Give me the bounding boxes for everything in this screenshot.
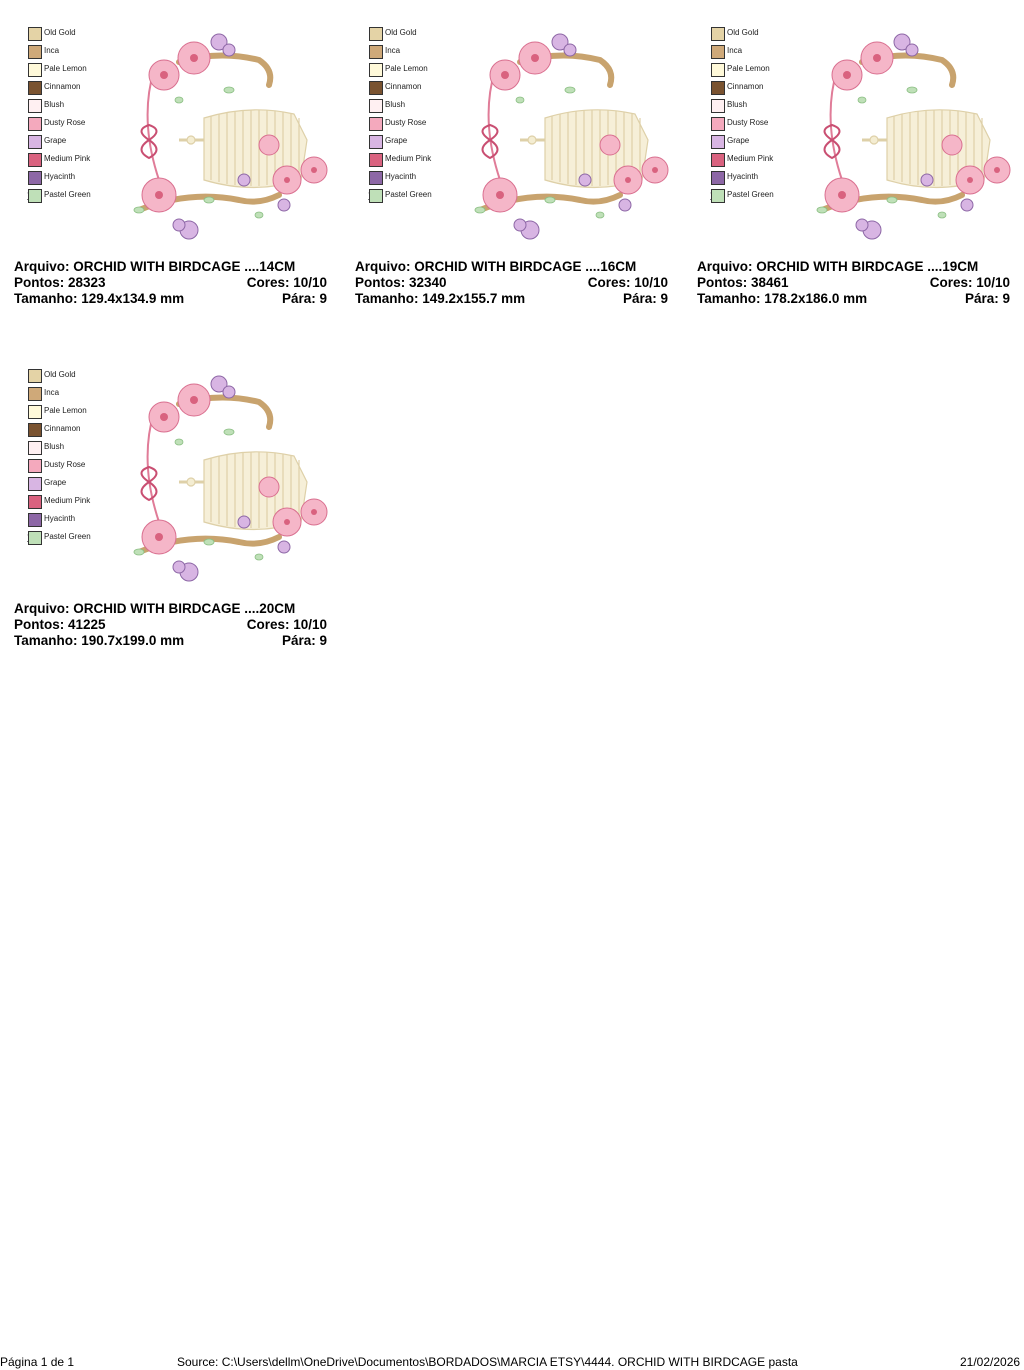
palette-row	[14, 25, 124, 43]
color-swatch	[711, 117, 725, 131]
file-name: Arquivo: ORCHID WITH BIRDCAGE ....19CM	[697, 259, 979, 274]
thread-name: Cinnamon	[727, 82, 764, 91]
palette-row	[14, 493, 124, 511]
design-info	[14, 259, 327, 307]
thread-name: Pale Lemon	[727, 64, 770, 73]
palette-row	[697, 169, 807, 187]
color-swatch	[28, 27, 42, 41]
design-info	[14, 601, 327, 649]
color-swatch	[711, 45, 725, 59]
thread-name: Pastel Green	[44, 190, 91, 199]
thread-name: Dusty Rose	[44, 118, 86, 127]
thread-name: Hyacinth	[44, 172, 76, 181]
palette-row	[14, 97, 124, 115]
color-swatch	[28, 405, 42, 419]
palette-row	[355, 133, 465, 151]
page-number: Página 1 de 1	[0, 1355, 75, 1369]
color-swatch	[369, 117, 383, 131]
palette-row	[697, 133, 807, 151]
color-swatch	[28, 189, 42, 203]
embroidery-preview-image	[460, 30, 675, 250]
palette-row	[14, 529, 124, 547]
color-count: Cores: 10/10	[246, 617, 327, 632]
thread-name: Inca	[385, 46, 401, 55]
design-size: Tamanho: 129.4x134.9 mm	[14, 291, 185, 306]
palette-row	[14, 169, 124, 187]
palette-row	[355, 187, 465, 205]
palette-row	[697, 115, 807, 133]
color-swatch	[28, 171, 42, 185]
color-swatch	[28, 513, 42, 527]
embroidery-preview-image	[119, 372, 334, 592]
thread-name: Hyacinth	[385, 172, 417, 181]
thread-name: Medium Pink	[385, 154, 432, 163]
thread-name: Pastel Green	[44, 532, 91, 541]
palette-row	[14, 511, 124, 529]
thread-name: Pale Lemon	[44, 64, 87, 73]
design-info	[355, 259, 668, 307]
thread-name: Grape	[44, 136, 67, 145]
stitch-count: Pontos: 28323	[14, 275, 106, 290]
color-swatch	[369, 153, 383, 167]
print-date: 21/02/2026	[960, 1355, 1021, 1369]
color-swatch	[369, 135, 383, 149]
color-swatch	[369, 99, 383, 113]
color-count: Cores: 10/10	[929, 275, 1010, 290]
thread-name: Blush	[44, 442, 65, 451]
color-swatch	[369, 81, 383, 95]
color-swatch	[28, 99, 42, 113]
color-swatch	[28, 423, 42, 437]
stitch-count: Pontos: 41225	[14, 617, 106, 632]
thread-name: Old Gold	[727, 28, 759, 37]
stitch-count: Pontos: 32340	[355, 275, 447, 290]
palette-row	[355, 97, 465, 115]
thread-name: Medium Pink	[44, 154, 91, 163]
color-swatch	[28, 63, 42, 77]
color-count: Cores: 10/10	[587, 275, 668, 290]
color-swatch	[711, 189, 725, 203]
thread-name: Inca	[44, 388, 60, 397]
thread-name: Hyacinth	[727, 172, 759, 181]
palette-row	[697, 187, 807, 205]
color-swatch	[711, 27, 725, 41]
design-size: Tamanho: 149.2x155.7 mm	[355, 291, 526, 306]
color-swatch	[711, 153, 725, 167]
thread-name: Medium Pink	[44, 496, 91, 505]
thread-name: Grape	[727, 136, 750, 145]
color-swatch	[711, 99, 725, 113]
thread-name: Cinnamon	[44, 82, 81, 91]
color-swatch	[711, 63, 725, 77]
palette-row	[697, 61, 807, 79]
orchid-birdcage-artwork	[119, 30, 334, 250]
thread-palette	[355, 25, 465, 205]
thread-name: Inca	[44, 46, 60, 55]
design-size: Tamanho: 190.7x199.0 mm	[14, 633, 185, 648]
color-swatch	[711, 171, 725, 185]
palette-row	[697, 97, 807, 115]
palette-row	[697, 43, 807, 61]
embroidery-preview-image	[119, 30, 334, 250]
palette-row	[14, 367, 124, 385]
file-name: Arquivo: ORCHID WITH BIRDCAGE ....20CM	[14, 601, 296, 616]
thread-palette	[697, 25, 807, 205]
design-card-3	[697, 0, 1017, 306]
color-swatch	[28, 531, 42, 545]
thread-name: Cinnamon	[385, 82, 422, 91]
color-swatch	[28, 153, 42, 167]
thread-name: Pale Lemon	[385, 64, 428, 73]
orchid-birdcage-artwork	[802, 30, 1017, 250]
palette-row	[14, 115, 124, 133]
thread-name: Pale Lemon	[44, 406, 87, 415]
thread-name: Cinnamon	[44, 424, 81, 433]
palette-row	[14, 61, 124, 79]
stop-count: Pára: 9	[622, 291, 668, 306]
palette-row	[697, 79, 807, 97]
stop-count: Pára: 9	[964, 291, 1010, 306]
thread-name: Dusty Rose	[385, 118, 427, 127]
color-swatch	[369, 63, 383, 77]
palette-row	[355, 25, 465, 43]
stop-count: Pára: 9	[281, 291, 327, 306]
thread-name: Inca	[727, 46, 743, 55]
palette-row	[14, 151, 124, 169]
thread-palette	[14, 367, 124, 547]
color-swatch	[28, 477, 42, 491]
color-swatch	[369, 27, 383, 41]
design-card-2	[355, 0, 675, 306]
thread-name: Blush	[385, 100, 406, 109]
design-size: Tamanho: 178.2x186.0 mm	[697, 291, 868, 306]
palette-row	[14, 79, 124, 97]
palette-row	[14, 403, 124, 421]
color-swatch	[28, 81, 42, 95]
palette-row	[14, 475, 124, 493]
palette-row	[355, 151, 465, 169]
color-swatch	[28, 369, 42, 383]
thread-name: Grape	[385, 136, 408, 145]
palette-row	[14, 439, 124, 457]
thread-name: Hyacinth	[44, 514, 76, 523]
color-swatch	[711, 135, 725, 149]
orchid-birdcage-artwork	[119, 372, 334, 592]
palette-row	[14, 457, 124, 475]
palette-row	[355, 169, 465, 187]
color-count: Cores: 10/10	[246, 275, 327, 290]
palette-row	[697, 151, 807, 169]
thread-name: Old Gold	[385, 28, 417, 37]
color-swatch	[28, 45, 42, 59]
thread-palette	[14, 25, 124, 205]
palette-row	[355, 61, 465, 79]
source-path: Source: C:\Users\dellm\OneDrive\Documentos\BORDADOS\MARCIA ETSY\4444. ORCHID WITH BIRDCAGE pasta	[177, 1355, 798, 1369]
design-info	[697, 259, 1010, 307]
palette-row	[14, 385, 124, 403]
thread-name: Medium Pink	[727, 154, 774, 163]
file-name: Arquivo: ORCHID WITH BIRDCAGE ....16CM	[355, 259, 637, 274]
thread-name: Dusty Rose	[44, 460, 86, 469]
color-swatch	[28, 459, 42, 473]
thread-name: Blush	[44, 100, 65, 109]
thread-name: Dusty Rose	[727, 118, 769, 127]
color-swatch	[369, 171, 383, 185]
thread-name: Blush	[727, 100, 748, 109]
file-name: Arquivo: ORCHID WITH BIRDCAGE ....14CM	[14, 259, 296, 274]
palette-row	[355, 43, 465, 61]
thread-name: Grape	[44, 478, 67, 487]
color-swatch	[28, 135, 42, 149]
color-swatch	[28, 117, 42, 131]
thread-name: Pastel Green	[727, 190, 774, 199]
color-swatch	[28, 387, 42, 401]
thread-name: Old Gold	[44, 28, 76, 37]
palette-row	[14, 421, 124, 439]
palette-row	[355, 115, 465, 133]
stitch-count: Pontos: 38461	[697, 275, 789, 290]
thread-name: Old Gold	[44, 370, 76, 379]
palette-row	[697, 25, 807, 43]
stop-count: Pára: 9	[281, 633, 327, 648]
embroidery-preview-image	[802, 30, 1017, 250]
color-swatch	[28, 495, 42, 509]
palette-row	[14, 133, 124, 151]
orchid-birdcage-artwork	[460, 30, 675, 250]
color-swatch	[369, 189, 383, 203]
color-swatch	[711, 81, 725, 95]
palette-row	[14, 43, 124, 61]
color-swatch	[28, 441, 42, 455]
design-card-4	[14, 342, 334, 648]
palette-row	[355, 79, 465, 97]
color-swatch	[369, 45, 383, 59]
design-card-1	[14, 0, 334, 306]
thread-name: Pastel Green	[385, 190, 432, 199]
palette-row	[14, 187, 124, 205]
